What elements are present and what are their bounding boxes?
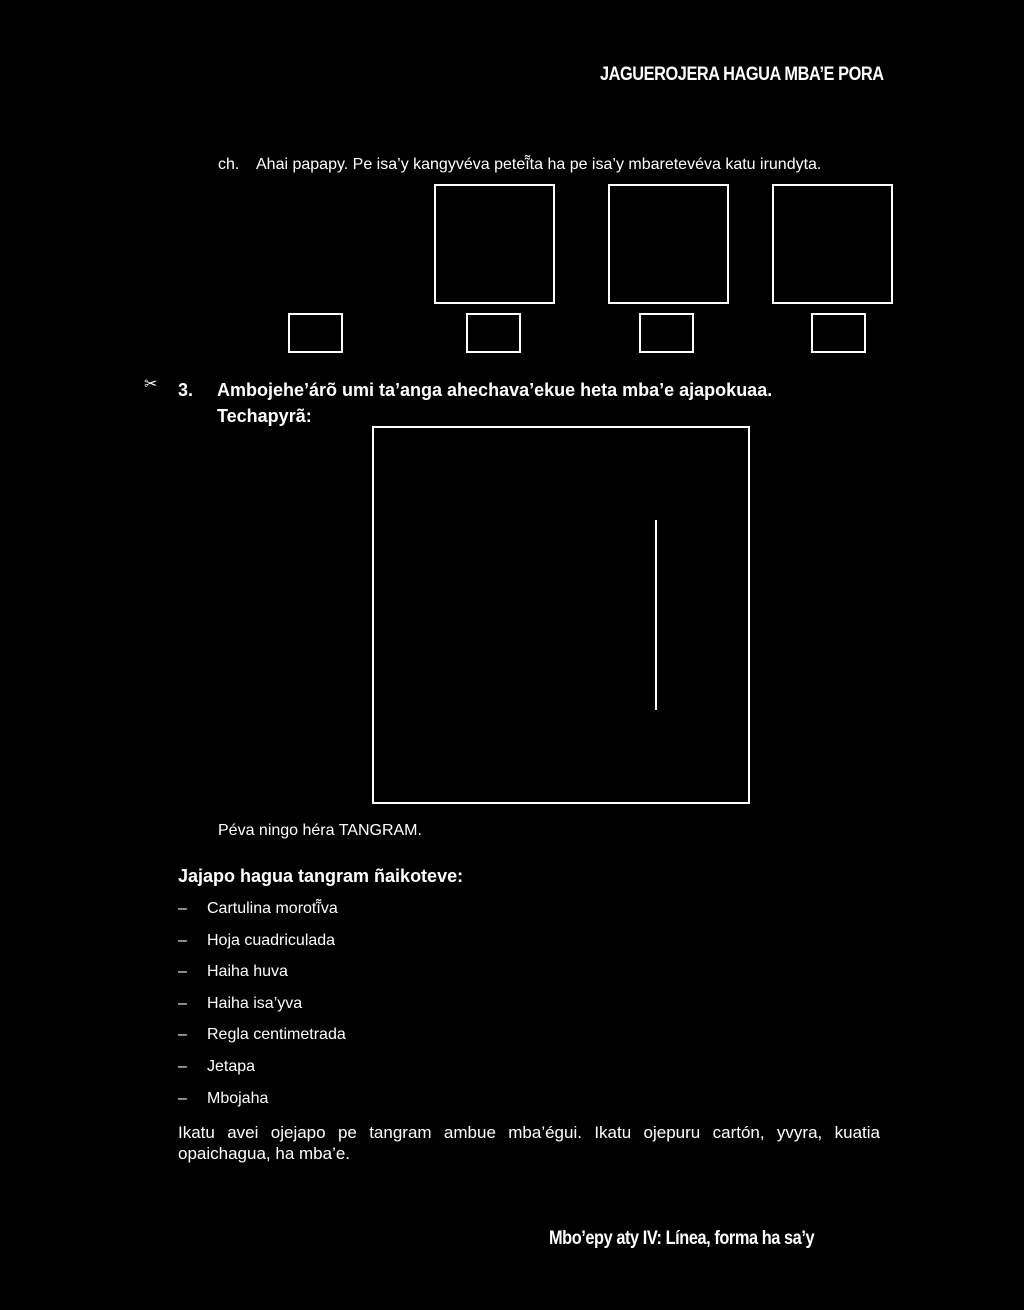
list-item: – Haiha isa’yva <box>178 994 303 1012</box>
page-footer: Mbo’epy aty IV: Línea, forma ha sa’y <box>549 1228 815 1249</box>
list-item: – Regla centimetrada <box>178 1026 346 1044</box>
closing-paragraph: Ikatu avei ojejapo pe tangram ambue mba’égui. Ikatu ojepuru cartón, yvyra, kuatia opaichagua, ha mba’e. <box>178 1123 880 1163</box>
answer-box-2[interactable] <box>466 313 521 353</box>
exercise-ch-text: Ahai papapy. Pe isa’y kangyvéva peteĩ̃ta ha pe isa’y mbaretevéva katu irundyta. <box>256 156 822 173</box>
list-item: – Mbojaha <box>178 1089 269 1107</box>
tangram-square <box>372 426 750 804</box>
drawing-box-2[interactable] <box>608 184 729 304</box>
materials-list <box>178 898 346 1119</box>
exercise-3-line2: Techapyrã: <box>217 406 312 426</box>
list-item: – Hoja cuadriculada <box>178 931 336 949</box>
answer-box-4[interactable] <box>811 313 866 353</box>
exercise-3-line1: Ambojehe’árõ umi ta’anga ahechava’ekue heta mba’e ajapokuaa. <box>217 380 773 400</box>
list-item: – Jetapa <box>178 1057 256 1075</box>
scissors-icon: ✂ <box>144 376 158 393</box>
exercise-3-number: 3. <box>178 380 194 400</box>
exercise-ch-letter: ch. <box>218 156 240 173</box>
list-item: – Cartulina morotĩ̃va <box>178 900 338 917</box>
exercise-ch-instruction <box>218 156 821 174</box>
page-header: JAGUEROJERA HAGUA MBA’E PORA <box>600 64 884 85</box>
list-item: – Haiha huva <box>178 963 288 981</box>
answer-box-1[interactable] <box>288 313 343 353</box>
answer-box-3[interactable] <box>639 313 694 353</box>
drawing-box-3[interactable] <box>772 184 893 304</box>
exercise-3 <box>178 377 772 429</box>
drawing-box-1[interactable] <box>434 184 555 304</box>
materials-title: Jajapo hagua tangram ñaikoteve: <box>178 866 464 886</box>
tangram-caption: Péva ningo héra TANGRAM. <box>218 822 422 839</box>
tangram-inner-line <box>655 520 657 710</box>
